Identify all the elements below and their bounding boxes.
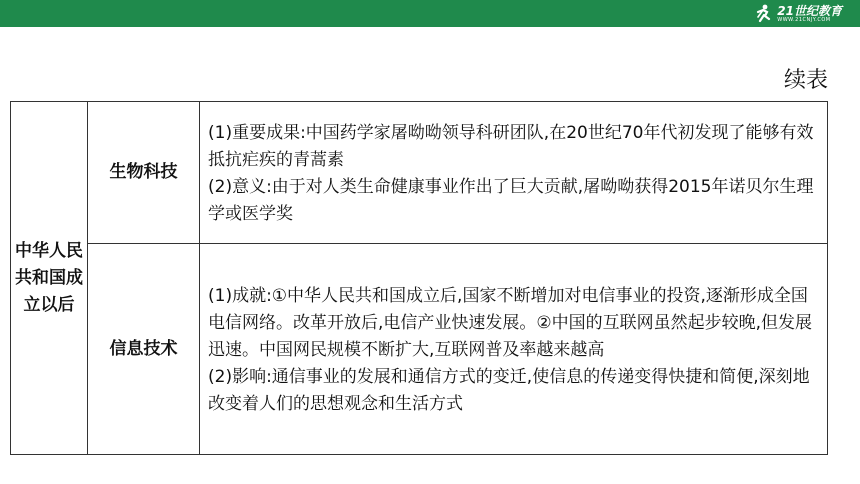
field-cell-infotech: 信息技术: [88, 244, 200, 455]
content-line: (1)重要成果:中国药学家屠呦呦领导科研团队,在20世纪70年代初发现了能够有效抵抗疟疾的青蒿素: [208, 122, 814, 170]
table-row: [11, 102, 828, 244]
content-line: (2)影响:通信事业的发展和通信方式的变迁,使信息的传递变得快捷和简便,深刻地改变着人们的思想观念和生活方式: [208, 366, 810, 414]
content-line: (2)意义:由于对人类生命健康事业作出了巨大贡献,屠呦呦获得2015年诺贝尔生理学或医学奖: [208, 176, 814, 224]
logo-subtext: WWW.21CNJY.COM: [777, 16, 831, 23]
running-figure-icon: [752, 3, 774, 25]
history-table: [10, 101, 828, 455]
field-cell-biotech: 生物科技: [88, 102, 200, 244]
table-row: [11, 244, 828, 455]
logo-text: 21世纪教育: [777, 3, 842, 18]
period-cell: 中华人民共和国成立以后: [11, 102, 88, 455]
content-line: (1)成就:①中华人民共和国成立后,国家不断增加对电信事业的投资,逐渐形成全国电信网络。改革开放后,电信产业快速发展。②中国的互联网虽然起步较晚,但发展迅速。中国网民规模不断扩大,互联网普及率越来越高: [208, 285, 813, 360]
content-cell-biotech: [200, 102, 828, 244]
brand-logo: [752, 0, 842, 27]
top-header-bar: [0, 0, 860, 27]
content-cell-infotech: [200, 244, 828, 455]
page-title: 续表: [783, 68, 828, 93]
